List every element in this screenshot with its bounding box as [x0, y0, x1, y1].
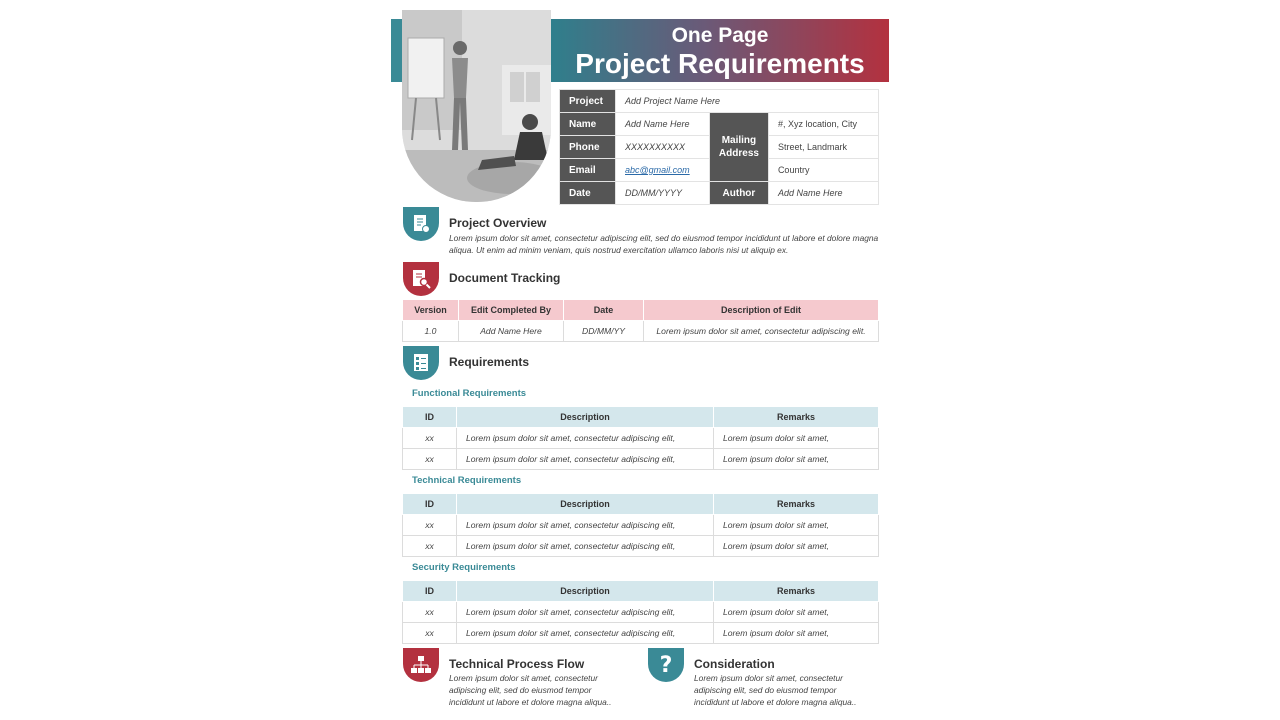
- table-row: [403, 623, 879, 644]
- technical-requirements-title: Technical Requirements: [412, 475, 522, 486]
- header-description: Description: [457, 494, 714, 515]
- cell-id[interactable]: xx: [403, 449, 457, 470]
- tracking-header-version: Version: [403, 300, 459, 321]
- title-line-2: Project Requirements: [575, 48, 865, 79]
- mailing-address-label: Mailing Address: [709, 113, 768, 182]
- cell-remarks[interactable]: Lorem ipsum dolor sit amet,: [714, 449, 879, 470]
- technical-requirements-table: [402, 493, 879, 557]
- cell-description[interactable]: Lorem ipsum dolor sit amet, consectetur adipiscing elit,: [457, 623, 714, 644]
- cell-description[interactable]: Lorem ipsum dolor sit amet, consectetur adipiscing elit,: [457, 428, 714, 449]
- cell-id[interactable]: xx: [403, 428, 457, 449]
- cell-remarks[interactable]: Lorem ipsum dolor sit amet,: [714, 536, 879, 557]
- cell-id[interactable]: xx: [403, 515, 457, 536]
- cell-description[interactable]: Lorem ipsum dolor sit amet, consectetur adipiscing elit,: [457, 536, 714, 557]
- phone-label: Phone: [560, 136, 616, 159]
- process-flow-text: Lorem ipsum dolor sit amet, consectetur adipiscing elit, sed do eiusmod tempor incididunt ut labore et dolore magna aliqua..: [449, 673, 612, 707]
- header-id: ID: [403, 581, 457, 602]
- overview-text: Lorem ipsum dolor sit amet, consectetur adipiscing elit, sed do eiusmod tempor incididunt ut labore et dolore magna aliqua. Ut enim ad minim veniam, quis nostrud exercitation ullamco laboris nisi ut aliquip ex.: [449, 233, 879, 255]
- date-label: Date: [560, 182, 616, 205]
- header-remarks: Remarks: [714, 494, 879, 515]
- table-row: [403, 536, 879, 557]
- header-remarks: Remarks: [714, 581, 879, 602]
- consideration-title: Consideration: [694, 657, 775, 671]
- presentation-photo: [402, 10, 551, 202]
- table-row: [403, 428, 879, 449]
- table-row: [403, 449, 879, 470]
- tracking-header-description: Description of Edit: [644, 300, 879, 321]
- cell-id[interactable]: xx: [403, 623, 457, 644]
- overview-title: Project Overview: [449, 216, 547, 230]
- table-row: [403, 321, 879, 342]
- name-label: Name: [560, 113, 616, 136]
- question-mark-icon: ?: [648, 648, 684, 682]
- author-value[interactable]: Add Name Here: [768, 182, 878, 205]
- project-label: Project: [560, 90, 616, 113]
- title-banner: [551, 19, 889, 82]
- author-label: Author: [709, 182, 768, 205]
- tracking-cell-edit-by[interactable]: Add Name Here: [459, 321, 564, 342]
- security-requirements-title: Security Requirements: [412, 562, 516, 573]
- cell-id[interactable]: xx: [403, 602, 457, 623]
- cell-remarks[interactable]: Lorem ipsum dolor sit amet,: [714, 623, 879, 644]
- name-value[interactable]: Add Name Here: [616, 113, 710, 136]
- email-cell: [616, 159, 710, 182]
- cell-id[interactable]: xx: [403, 536, 457, 557]
- email-label: Email: [560, 159, 616, 182]
- address-line-2[interactable]: Street, Landmark: [768, 136, 878, 159]
- address-line-3[interactable]: Country: [768, 159, 878, 182]
- phone-value[interactable]: XXXXXXXXXX: [616, 136, 710, 159]
- tracking-header-edit-by: Edit Completed By: [459, 300, 564, 321]
- cell-remarks[interactable]: Lorem ipsum dolor sit amet,: [714, 428, 879, 449]
- header-remarks: Remarks: [714, 407, 879, 428]
- header-id: ID: [403, 494, 457, 515]
- checklist-icon: [403, 346, 439, 380]
- document-gear-icon: [403, 207, 439, 241]
- cell-description[interactable]: Lorem ipsum dolor sit amet, consectetur adipiscing elit,: [457, 515, 714, 536]
- document-tracking-table: [402, 299, 879, 342]
- functional-requirements-table: [402, 406, 879, 470]
- tracking-header-date: Date: [564, 300, 644, 321]
- tracking-cell-date[interactable]: DD/MM/YY: [564, 321, 644, 342]
- date-value[interactable]: DD/MM/YYYY: [616, 182, 710, 205]
- tracking-cell-version[interactable]: 1.0: [403, 321, 459, 342]
- tracking-cell-description[interactable]: Lorem ipsum dolor sit amet, consectetur adipiscing elit.: [644, 321, 879, 342]
- cell-description[interactable]: Lorem ipsum dolor sit amet, consectetur adipiscing elit,: [457, 449, 714, 470]
- requirements-title: Requirements: [449, 355, 530, 369]
- cell-remarks[interactable]: Lorem ipsum dolor sit amet,: [714, 602, 879, 623]
- functional-requirements-title: Functional Requirements: [412, 388, 527, 399]
- consideration-text: Lorem ipsum dolor sit amet, consectetur adipiscing elit, sed do eiusmod tempor incididunt ut labore et dolore magna aliqua..: [694, 673, 857, 707]
- cell-description[interactable]: Lorem ipsum dolor sit amet, consectetur adipiscing elit,: [457, 602, 714, 623]
- address-line-1[interactable]: #, Xyz location, City: [768, 113, 878, 136]
- header-description: Description: [457, 407, 714, 428]
- table-row: [403, 515, 879, 536]
- tracking-title: Document Tracking: [449, 271, 561, 285]
- table-row: [403, 602, 879, 623]
- security-requirements-table: [402, 580, 879, 644]
- document-search-icon: [403, 262, 439, 296]
- title-line-1: One Page: [671, 24, 769, 47]
- email-link[interactable]: abc@gmail.com: [625, 165, 690, 175]
- project-value[interactable]: Add Project Name Here: [616, 90, 879, 113]
- flowchart-icon: [403, 648, 439, 682]
- process-flow-title: Technical Process Flow: [449, 657, 585, 671]
- header-id: ID: [403, 407, 457, 428]
- cell-remarks[interactable]: Lorem ipsum dolor sit amet,: [714, 515, 879, 536]
- header-description: Description: [457, 581, 714, 602]
- project-info-table: [559, 89, 879, 205]
